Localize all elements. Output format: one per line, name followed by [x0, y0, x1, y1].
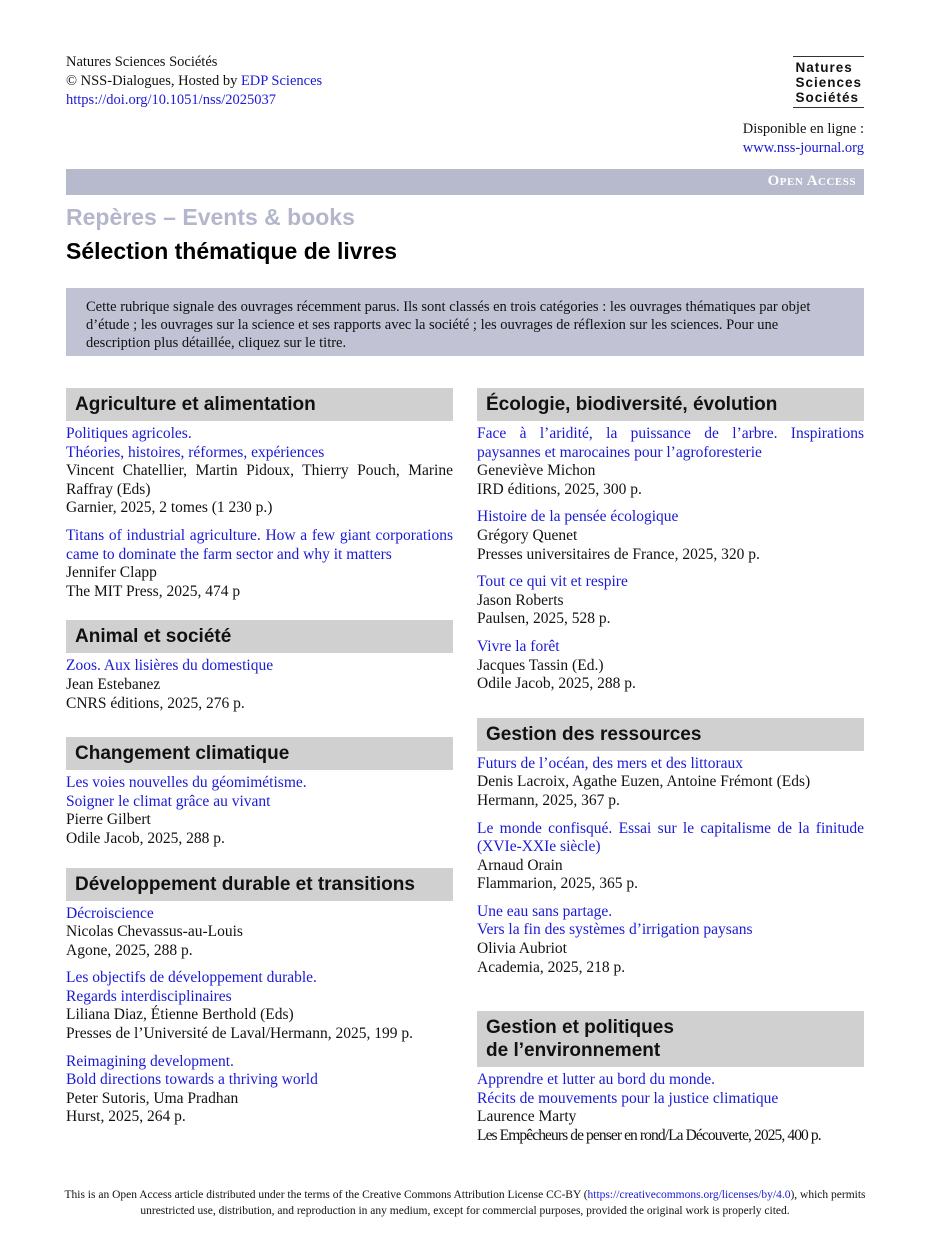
section-heading: Développement durable et transitions	[66, 868, 453, 901]
book-publisher: Garnier, 2025, 2 tomes (1 230 p.)	[66, 499, 273, 517]
book-section	[66, 620, 453, 713]
book-entry	[477, 638, 864, 694]
section-heading: Changement climatique	[66, 737, 453, 770]
book-title-link[interactable]: Regards interdisciplinaires	[66, 987, 232, 1005]
book-title-link[interactable]: Théories, histoires, réformes, expériences	[66, 443, 325, 461]
right-column	[477, 388, 864, 1146]
book-authors: Jason Roberts	[477, 591, 564, 609]
book-entry	[477, 1071, 864, 1145]
journal-name: Natures Sciences Sociétés	[66, 54, 218, 70]
section-heading: Gestion et politiques de l’environnement	[486, 1017, 674, 1062]
book-publisher: Les Empêcheurs de penser en rond/La Découverte, 2025, 400 p.	[477, 1127, 821, 1145]
book-title-link[interactable]: Vivre la forêt	[477, 637, 560, 655]
book-authors: Geneviève Michon	[477, 462, 596, 480]
license-footer: This is an Open Access article distributed under the terms of the Creative Commons Attribution License CC-BY (https://creativecommons.org/licenses/by/4.0), which permits unrestricted use, distribution, and reproduction in any medium, except for commercial purposes, provided the original work is properly cited.	[64, 1189, 866, 1217]
book-entry	[477, 508, 864, 564]
book-title-link[interactable]: Titans of industrial agriculture. How a few giant corporations came to dominate the farm sector and why it matters	[66, 526, 453, 563]
book-title-link[interactable]: Les voies nouvelles du géomimétisme.	[66, 774, 307, 792]
book-title-link[interactable]: Apprendre et lutter au bord du monde.	[477, 1071, 716, 1089]
book-publisher: Agone, 2025, 288 p.	[66, 941, 193, 959]
book-section	[477, 1011, 864, 1145]
book-publisher: Odile Jacob, 2025, 288 p.	[477, 675, 636, 693]
available-label: Disponible en ligne :	[742, 121, 864, 137]
section-heading: Agriculture et alimentation	[66, 388, 453, 421]
book-publisher: Odile Jacob, 2025, 288 p.	[66, 829, 225, 847]
page-title: Sélection thématique de livres	[66, 238, 398, 264]
doi-link[interactable]: https://doi.org/10.1051/nss/2025037	[66, 92, 277, 108]
book-title-link[interactable]: Tout ce qui vit et respire	[477, 573, 628, 591]
book-authors: Denis Lacroix, Agathe Euzen, Antoine Frémont (Eds)	[477, 773, 811, 791]
book-entry	[477, 820, 864, 894]
book-entry	[477, 903, 864, 977]
book-title-link[interactable]: Soigner le climat grâce au vivant	[66, 792, 271, 810]
license-link[interactable]: https://creativecommons.org/licenses/by/4.0	[587, 1189, 791, 1201]
open-access-label: Open Access	[767, 173, 856, 189]
left-column	[66, 388, 453, 1127]
book-publisher: Hurst, 2025, 264 p.	[66, 1108, 186, 1126]
book-publisher: CNRS éditions, 2025, 276 p.	[66, 694, 245, 712]
section-heading: Animal et société	[66, 620, 453, 653]
section-heading: Écologie, biodiversité, évolution	[477, 388, 864, 421]
book-authors: Nicolas Chevassus-au-Louis	[66, 923, 243, 941]
book-publisher: Paulsen, 2025, 528 p.	[477, 610, 611, 628]
book-authors: Pierre Gilbert	[66, 811, 151, 829]
journal-logo: Natures Sciences Sociétés	[793, 56, 864, 108]
book-title-link[interactable]: Vers la fin des systèmes d’irrigation paysans	[477, 921, 753, 939]
section-kicker: Repères – Events & books	[66, 204, 355, 230]
book-authors: Jean Estebanez	[66, 675, 161, 693]
book-publisher: The MIT Press, 2025, 474 p	[66, 582, 241, 600]
book-title-link[interactable]: Récits de mouvements pour la justice climatique	[477, 1089, 779, 1107]
book-title-link[interactable]: Face à l’aridité, la puissance de l’arbre. Inspirations paysannes et marocaines pour l’agroforesterie	[477, 425, 864, 461]
book-title-link[interactable]: Politiques agricoles.	[66, 425, 192, 442]
book-entry	[66, 905, 453, 961]
book-section	[66, 868, 453, 1128]
book-publisher: IRD éditions, 2025, 300 p.	[477, 480, 642, 498]
open-access-bar	[66, 169, 864, 195]
book-authors: Liliana Diaz, Étienne Berthold (Eds)	[66, 1006, 294, 1024]
book-publisher: Presses universitaires de France, 2025, 320 p.	[477, 545, 760, 563]
book-section	[477, 718, 864, 978]
book-authors: Peter Sutoris, Uma Pradhan	[66, 1089, 239, 1107]
availability	[743, 120, 864, 158]
book-title-link[interactable]: Histoire de la pensée écologique	[477, 508, 679, 526]
book-publisher: Flammarion, 2025, 365 p.	[477, 875, 639, 893]
book-entry	[477, 755, 864, 811]
book-section	[477, 388, 864, 694]
book-entry	[66, 774, 453, 848]
book-entry	[66, 527, 453, 601]
book-authors: Vincent Chatellier, Martin Pidoux, Thierry Pouch, Marine Raffray (Eds)	[66, 462, 453, 498]
book-authors: Jacques Tassin (Ed.)	[477, 656, 604, 674]
book-title-link[interactable]: Le monde confisqué. Essai sur le capitalisme de la finitude (XVIe-XXIe siècle)	[477, 819, 864, 856]
book-title-link[interactable]: Reimagining development.	[66, 1052, 234, 1070]
book-authors: Grégory Quenet	[477, 526, 578, 544]
book-section	[66, 388, 453, 601]
book-publisher: Presses de l’Université de Laval/Hermann, 2025, 199 p.	[66, 1025, 413, 1043]
book-entry	[66, 969, 453, 1043]
book-entry	[66, 657, 453, 713]
book-entry	[66, 425, 453, 518]
book-publisher: Academia, 2025, 218 p.	[477, 958, 626, 976]
book-title-link[interactable]: Une eau sans partage.	[477, 902, 613, 920]
hosted-line: © NSS-Dialogues, Hosted by EDP Sciences	[66, 73, 323, 89]
section-heading: Gestion des ressources	[477, 718, 864, 751]
book-publisher: Hermann, 2025, 367 p.	[477, 791, 620, 809]
book-section	[66, 737, 453, 848]
book-title-link[interactable]: Futurs de l’océan, des mers et des littoraux	[477, 754, 744, 772]
book-authors: Olivia Aubriot	[477, 940, 567, 958]
journal-header	[66, 53, 322, 110]
book-authors: Laurence Marty	[477, 1108, 577, 1126]
book-entry	[477, 573, 864, 629]
edp-sciences-link[interactable]: EDP Sciences	[240, 73, 323, 89]
book-entry	[66, 1053, 453, 1127]
book-title-link[interactable]: Bold directions towards a thriving world	[66, 1071, 318, 1089]
book-authors: Jennifer Clapp	[66, 564, 157, 582]
intro-box: Cette rubrique signale des ouvrages récemment parus. Ils sont classés en trois catégories : les ouvrages thématiques par objet d’étude ; les ouvrages sur la science et ses rapports avec la société ; les ouvrages de réflexion sur les sciences. Pour une description plus détaillée, cliquez sur le titre.	[66, 288, 864, 356]
section-heading-box	[477, 1011, 864, 1067]
book-title-link[interactable]: Les objectifs de développement durable.	[66, 969, 317, 987]
website-link[interactable]: www.nss-journal.org	[742, 140, 864, 156]
book-entry	[477, 425, 864, 499]
book-authors: Arnaud Orain	[477, 856, 563, 874]
book-title-link[interactable]: Zoos. Aux lisières du domestique	[66, 657, 274, 675]
journal-branding	[743, 56, 864, 158]
book-title-link[interactable]: Décroiscience	[66, 904, 154, 922]
